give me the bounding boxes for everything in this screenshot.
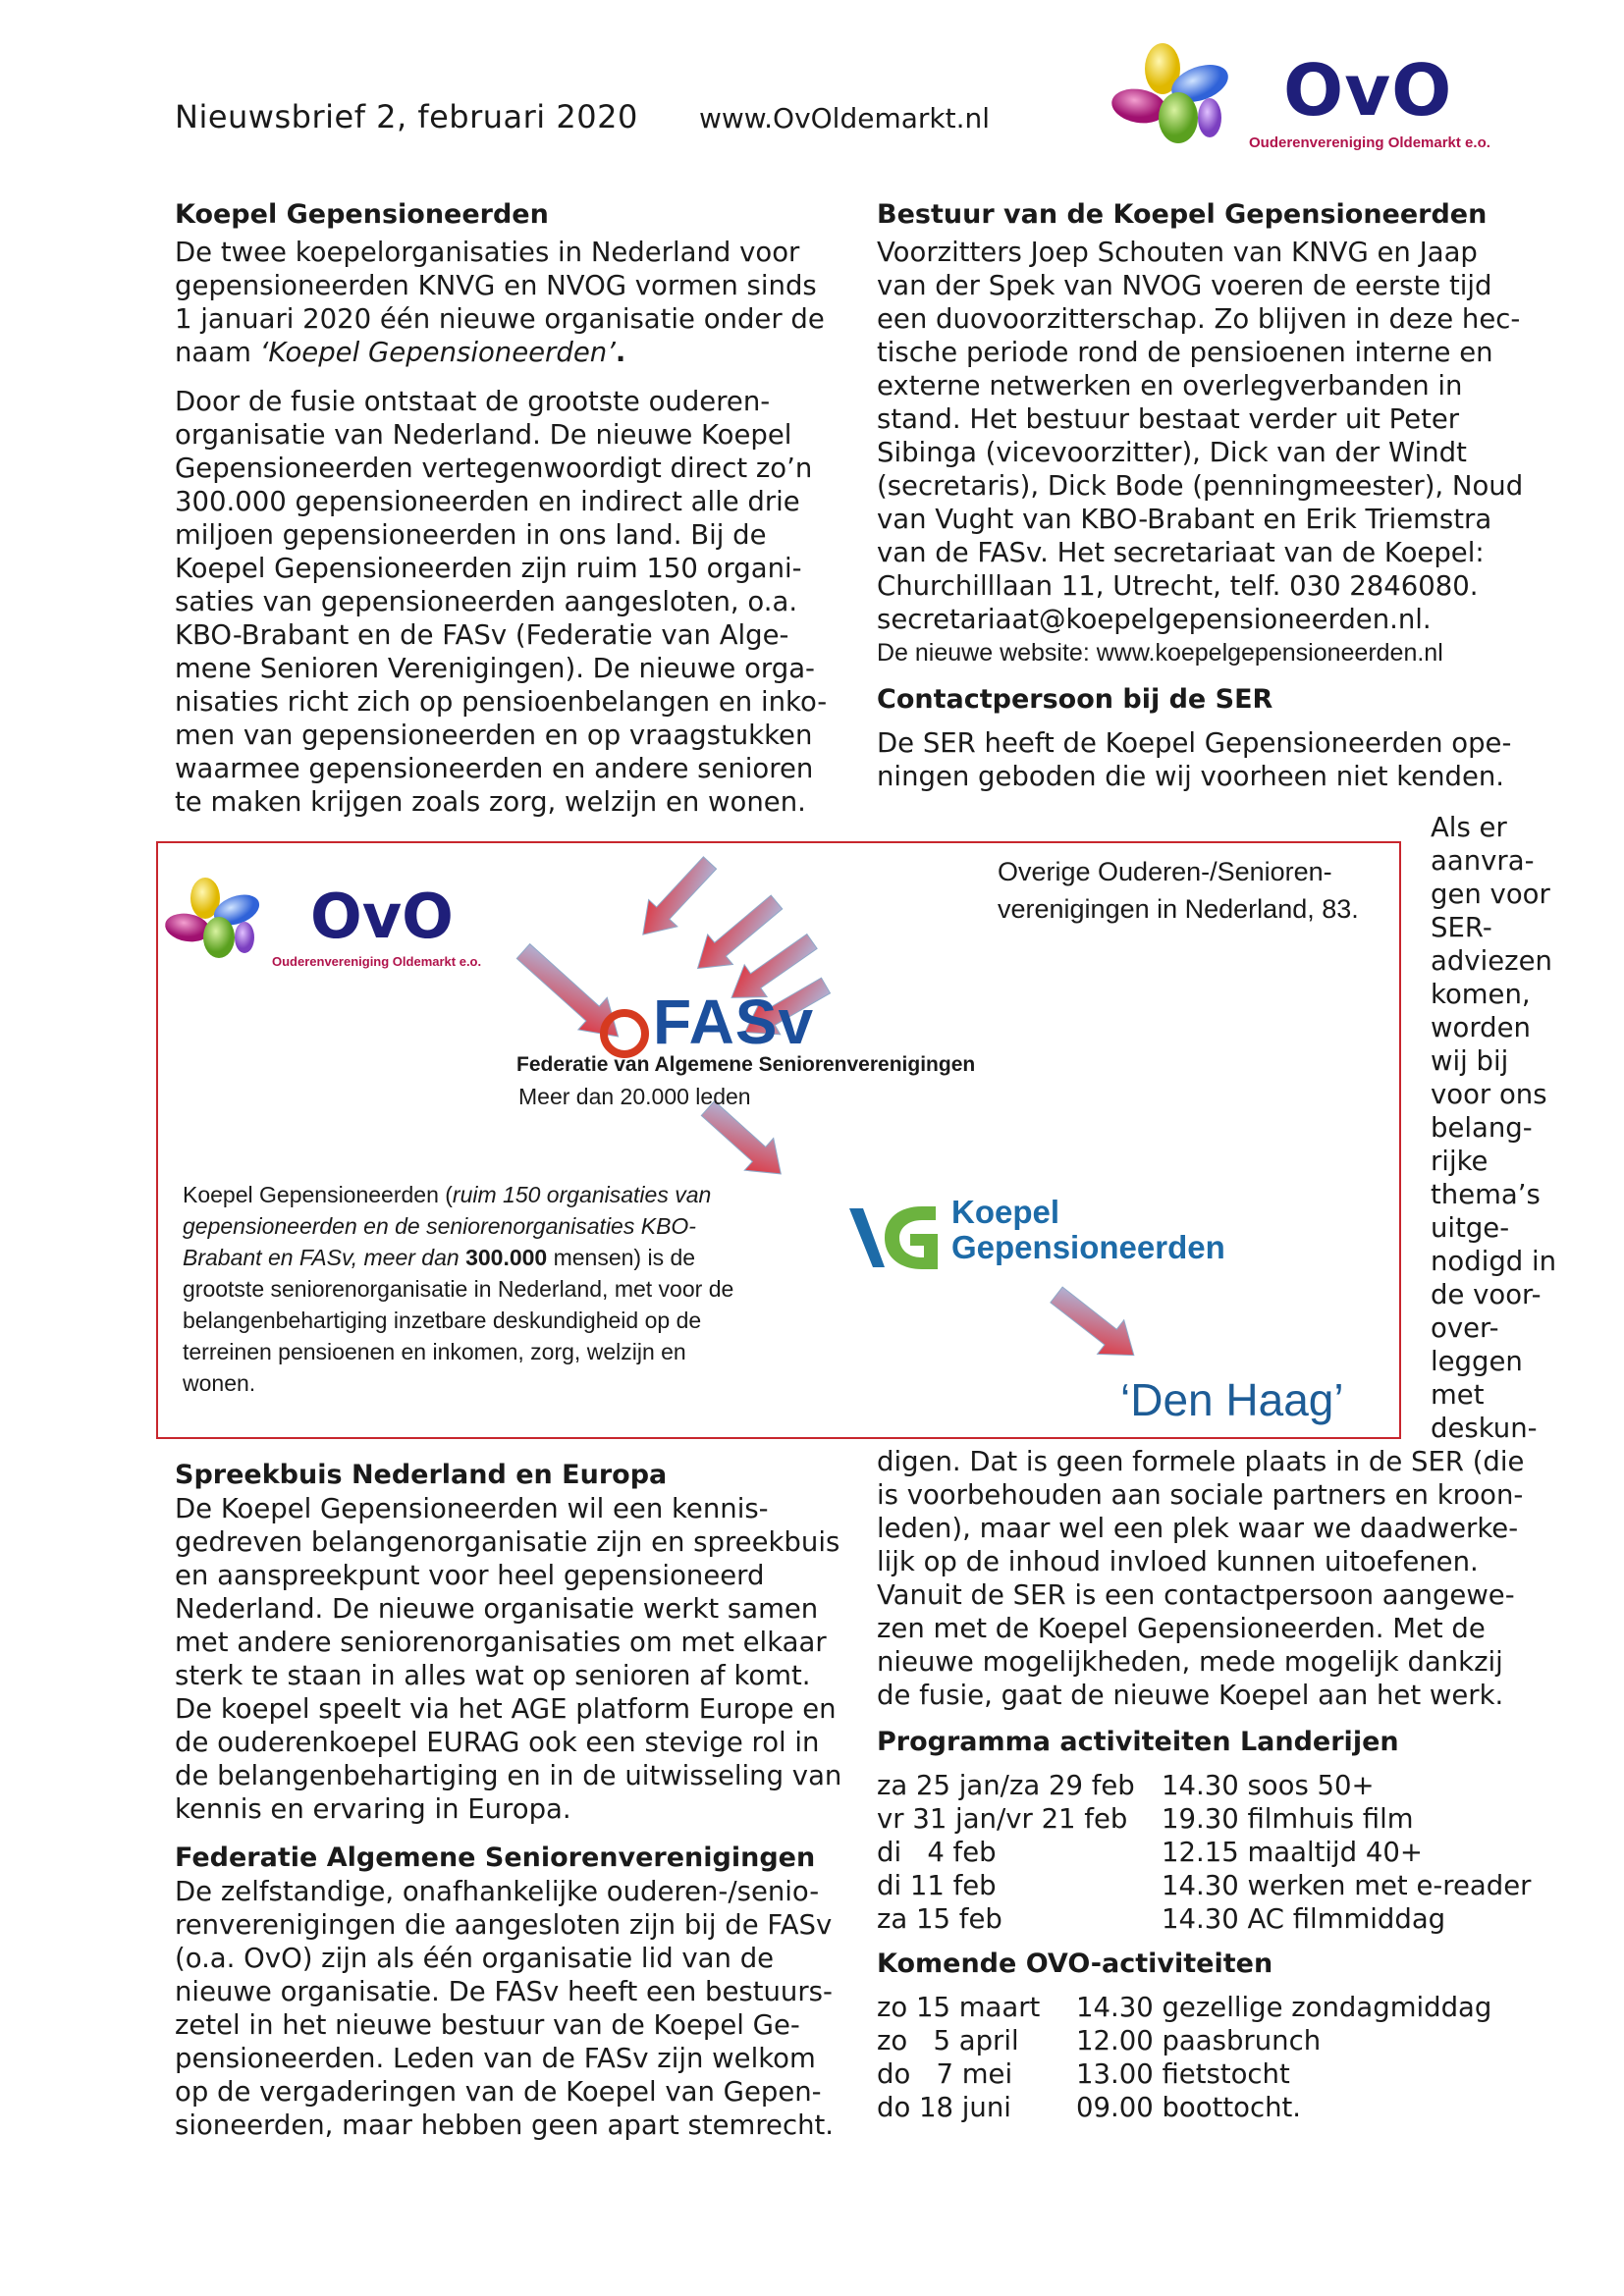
activity-date: zo 15 maart xyxy=(877,1992,1041,2023)
list-item xyxy=(877,1769,1584,1802)
text-line: worden xyxy=(1431,1012,1531,1043)
komende-list xyxy=(877,1991,1584,2124)
text-line: 300.000 gepensioneerden en indirect alle drie xyxy=(175,486,800,517)
section-title-federatie: Federatie Algemene Seniorenverenigingen xyxy=(175,1842,816,1873)
right-column-top xyxy=(877,198,1564,793)
activity-date: za 25 jan/za 29 feb xyxy=(877,1770,1135,1801)
fasv-full-name: Federatie van Algemene Seniorenverenigingen xyxy=(516,1053,976,1076)
text-line: gepensioneerden KNVG en NVOG vormen sinds xyxy=(175,270,817,301)
diagram-ovo-flower-icon xyxy=(158,873,276,976)
list-item xyxy=(877,2024,1584,2057)
text-line: digen. Dat is geen formele plaats in de SER (die xyxy=(877,1446,1525,1477)
den-haag-label: ‘Den Haag’ xyxy=(1120,1374,1344,1425)
text-line: De twee koepelorganisaties in Nederland voor xyxy=(175,237,800,268)
text-line: komen, xyxy=(1431,979,1531,1010)
other-associations-label xyxy=(998,853,1359,928)
section-title-programma: Programma activiteiten Landerijen xyxy=(877,1727,1399,1757)
koepel-description xyxy=(183,1179,811,1399)
text-line: op de vergaderingen van de Koepel van Gepen- xyxy=(175,2076,822,2108)
ser-narrow-column xyxy=(1431,811,1607,1445)
text-line xyxy=(183,1242,811,1273)
text-line: Nederland. De nieuwe organisatie werkt samen xyxy=(175,1593,819,1625)
text-line: organisatie van Nederland. De nieuwe Koepel xyxy=(175,419,792,451)
text-line: de belangenbehartiging en in de uitwisseling van xyxy=(175,1760,842,1791)
text-line: uitge- xyxy=(1431,1212,1510,1244)
text-line: pensioneerden. Leden van de FASv zijn welkom xyxy=(175,2043,816,2074)
section-title-komende: Komende OVO-activiteiten xyxy=(877,1949,1273,1979)
list-item xyxy=(877,2057,1584,2091)
activity-date: zo 5 april xyxy=(877,2025,1019,2056)
text-line: verenigingen in Nederland, 83. xyxy=(998,894,1359,924)
text-line: rijke xyxy=(1431,1146,1489,1177)
text-line: belang- xyxy=(1431,1112,1533,1144)
text-line: SER- xyxy=(1431,912,1492,943)
text-line: De Koepel Gepensioneerden wil een kennis- xyxy=(175,1493,769,1524)
left-column-bottom xyxy=(175,1459,862,2142)
text-line: te maken krijgen zoals zorg, welzijn en wonen. xyxy=(175,786,806,818)
text-line: van de FASv. Het secretariaat van de Koepel: xyxy=(877,537,1485,568)
text-line: Vanuit de SER is een contactpersoon aangewe- xyxy=(877,1579,1515,1611)
text-line: Churchilllaan 11, Utrecht, telf. 030 2846080. xyxy=(877,570,1479,602)
text-line: sterk te staan in alles wat op senioren af komt. xyxy=(175,1660,811,1691)
list-item xyxy=(877,1902,1584,1936)
list-item xyxy=(877,1836,1584,1869)
text-fragment: . xyxy=(615,337,626,368)
activity-date: vr 31 jan/vr 21 feb xyxy=(877,1803,1128,1835)
activity-date: za 15 feb xyxy=(877,1903,1002,1935)
text-line: kennis en ervaring in Europa. xyxy=(175,1793,571,1825)
text-line: Sibinga (vicevoorzitter), Dick van der Windt xyxy=(877,437,1467,468)
list-item xyxy=(877,1869,1584,1902)
ovo-logo-subtitle: Ouderenvereniging Oldemarkt e.o. xyxy=(1249,134,1490,151)
newsletter-title: Nieuwsbrief 2, februari 2020 xyxy=(175,98,638,135)
activity-date: di 11 feb xyxy=(877,1870,997,1901)
activity-date: do 18 juni xyxy=(877,2092,1011,2123)
text-line: Gepensioneerden vertegenwoordigt direct zo’n xyxy=(175,453,813,484)
bestuur-paragraph xyxy=(877,236,1564,669)
text-line: gedreven belangenorganisatie zijn en spreekbuis xyxy=(175,1526,840,1558)
text-fragment: 300.000 xyxy=(465,1245,548,1270)
koepel-fusion-paragraph xyxy=(175,385,862,819)
text-line: externe netwerken en overlegverbanden in xyxy=(877,370,1463,401)
text-line: een duovoorzitterschap. Zo blijven in deze hec- xyxy=(877,303,1521,335)
text-line: terreinen pensioenen en inkomen, zorg, welzijn en xyxy=(183,1339,686,1364)
ovo-flower-icon xyxy=(1102,39,1249,167)
text-line: belangenbehartiging inzetbare deskundigheid op de xyxy=(183,1308,702,1333)
section-title-bestuur: Bestuur van de Koepel Gepensioneerden xyxy=(877,199,1488,230)
text-line: tische periode rond de pensioenen interne en xyxy=(877,337,1493,368)
text-line: De SER heeft de Koepel Gepensioneerden ope- xyxy=(877,727,1512,759)
text-line: nisaties richt zich op pensioenbelangen en inko- xyxy=(175,686,828,718)
text-line: is voorbehouden aan sociale partners en kroon- xyxy=(877,1479,1524,1511)
koepel-logo-line: Koepel xyxy=(951,1194,1060,1230)
koepel-website-line[interactable]: De nieuwe website: www.koepelgepensioneerden.nl xyxy=(877,639,1443,667)
text-line: van Vught van KBO-Brabant en Erik Triemstra xyxy=(877,504,1492,535)
text-line: gen voor xyxy=(1431,879,1550,910)
list-item xyxy=(877,1802,1584,1836)
ovo-logo xyxy=(1102,39,1543,167)
activity-item: 14.30 werken met e-reader xyxy=(1162,1870,1532,1901)
section-title-koepel: Koepel Gepensioneerden xyxy=(175,199,549,230)
text-line: Overige Ouderen-/Senioren- xyxy=(998,857,1332,886)
text-line: over- xyxy=(1431,1312,1499,1344)
activity-item: 13.00 fietstocht xyxy=(1076,2058,1290,2090)
right-column-bottom xyxy=(877,1445,1584,2124)
fasv-members: Meer dan 20.000 leden xyxy=(518,1084,751,1109)
activity-item: 09.00 boottocht. xyxy=(1076,2092,1302,2123)
text-line: adviezen xyxy=(1431,945,1552,977)
section-title-spreekbuis: Spreekbuis Nederland en Europa xyxy=(175,1460,668,1490)
list-item xyxy=(877,1991,1584,2024)
text-line: de fusie, gaat de nieuwe Koepel aan het werk. xyxy=(877,1680,1504,1711)
activity-item: 14.30 gezellige zondagmiddag xyxy=(1076,1992,1492,2023)
activity-item: 19.30 filmhuis film xyxy=(1162,1803,1414,1835)
text-line: met andere seniorenorganisaties om met elkaar xyxy=(175,1627,827,1658)
text-line: voor ons xyxy=(1431,1079,1547,1110)
text-line: renverenigingen die aangesloten zijn bij de FASv xyxy=(175,1909,833,1941)
activity-item: 12.15 maaltijd 40+ xyxy=(1162,1837,1423,1868)
text-line: miljoen gepensioneerden in ons land. Bij de xyxy=(175,519,767,551)
text-line: de ouderenkoepel EURAG ook een stevige rol in xyxy=(175,1727,820,1758)
koepel-logo-line: Gepensioneerden xyxy=(951,1229,1225,1265)
text-line: leggen xyxy=(1431,1346,1523,1377)
activity-item: 12.00 paasbrunch xyxy=(1076,2025,1322,2056)
text-line: 1 januari 2020 één nieuwe organisatie onder de xyxy=(175,303,825,335)
text-line: nodigd in xyxy=(1431,1246,1557,1277)
text-fragment: ruim 150 organisaties van xyxy=(452,1182,712,1207)
list-item xyxy=(877,2091,1584,2124)
text-line: saties van gepensioneerden aangesloten, o.a. xyxy=(175,586,798,617)
text-fragment: Brabant en FASv, meer dan xyxy=(183,1245,466,1270)
text-line: lijk op de inhoud invloed kunnen uitoefenen. xyxy=(877,1546,1479,1577)
text-line: De zelfstandige, onafhankelijke ouderen-/senio- xyxy=(175,1876,820,1907)
text-line: nieuwe mogelijkheden, mede mogelijk dankzij xyxy=(877,1646,1503,1678)
diagram-ovo-subtitle: Ouderenvereniging Oldemarkt e.o. xyxy=(272,954,482,969)
activity-date: do 7 mei xyxy=(877,2058,1013,2090)
text-line: Voorzitters Joep Schouten van KNVG en Jaap xyxy=(877,237,1478,268)
koepel-logo-text xyxy=(951,1195,1225,1265)
text-fragment: Koepel Gepensioneerden ( xyxy=(183,1182,453,1207)
text-line: en aanspreekpunt voor heel gepensioneerd xyxy=(175,1560,765,1591)
section-title-ser: Contactpersoon bij de SER xyxy=(877,684,1273,715)
ovo-logo-text: OvO xyxy=(1283,49,1453,132)
arrow-other-1 xyxy=(628,849,724,947)
text-line: stand. Het bestuur bestaat verder uit Peter xyxy=(877,403,1460,435)
text-line: zen met de Koepel Gepensioneerden. Met de xyxy=(877,1613,1486,1644)
text-line: De koepel speelt via het AGE platform Europe en xyxy=(175,1693,837,1725)
programma-list xyxy=(877,1769,1584,1936)
koepel-diagram xyxy=(156,841,1401,1439)
header-website[interactable]: www.OvOldemarkt.nl xyxy=(699,102,991,134)
text-line: (secretaris), Dick Bode (penningmeester), Noud xyxy=(877,470,1524,502)
text-line: gepensioneerden en de seniorenorganisaties KBO- xyxy=(183,1213,696,1239)
text-line xyxy=(183,1179,811,1210)
text-line: van der Spek van NVOG voeren de eerste tijd xyxy=(877,270,1492,301)
fasv-ring-icon xyxy=(600,1009,649,1058)
text-line: Als er xyxy=(1431,812,1507,843)
text-line: mene Senioren Verenigingen). De nieuwe orga- xyxy=(175,653,815,684)
arrow-koepel-to-den-haag xyxy=(1043,1278,1147,1372)
text-line: sioneerden, maar hebben geen apart stemrecht. xyxy=(175,2109,835,2141)
email-link[interactable]: secretariaat@koepelgepensioneerden.nl. xyxy=(877,604,1432,635)
fasv-logo-text: FASv xyxy=(653,987,815,1057)
text-line: Door de fusie ontstaat de grootste ouderen- xyxy=(175,386,771,417)
activity-item: 14.30 AC filmmiddag xyxy=(1162,1903,1446,1935)
activity-date: di 4 feb xyxy=(877,1837,997,1868)
text-line: wonen. xyxy=(183,1370,256,1396)
koepel-intro-paragraph xyxy=(175,236,862,369)
italic-name: ‘Koepel Gepensioneerden’ xyxy=(259,337,616,368)
text-line: met xyxy=(1431,1379,1485,1411)
text-fragment: mensen) is de xyxy=(547,1245,696,1270)
text-line: de voor- xyxy=(1431,1279,1542,1310)
text-line: thema’s xyxy=(1431,1179,1541,1210)
text-line: aanvra- xyxy=(1431,845,1535,877)
diagram-ovo-text: OvO xyxy=(310,881,454,952)
text-line: ningen geboden die wij voorheen niet kenden. xyxy=(877,761,1505,792)
fasv-logo xyxy=(600,986,814,1064)
text-fragment: naam xyxy=(175,337,260,368)
text-line: (o.a. OvO) zijn als één organisatie lid van de xyxy=(175,1943,775,1974)
text-line: deskun- xyxy=(1431,1413,1538,1444)
text-line: wij bij xyxy=(1431,1045,1509,1077)
left-column-top xyxy=(175,198,862,819)
text-line: men van gepensioneerden en op vraagstukken xyxy=(175,720,813,751)
text-line: grootste seniorenorganisatie in Nederland, met voor de xyxy=(183,1276,734,1302)
text-line: nieuwe organisatie. De FASv heeft een bestuurs- xyxy=(175,1976,833,2007)
text-line xyxy=(175,336,862,369)
text-line: Koepel Gepensioneerden zijn ruim 150 organi- xyxy=(175,553,802,584)
text-line: KBO-Brabant en de FASv (Federatie van Alge- xyxy=(175,619,789,651)
text-line: leden), maar wel een plek waar we daadwerke- xyxy=(877,1513,1519,1544)
text-line: waarmee gepensioneerden en andere senioren xyxy=(175,753,814,784)
activity-item: 14.30 soos 50+ xyxy=(1162,1770,1375,1801)
text-line: zetel in het nieuwe bestuur van de Koepel Ge- xyxy=(175,2009,800,2041)
koepel-kg-icon xyxy=(845,1199,944,1277)
